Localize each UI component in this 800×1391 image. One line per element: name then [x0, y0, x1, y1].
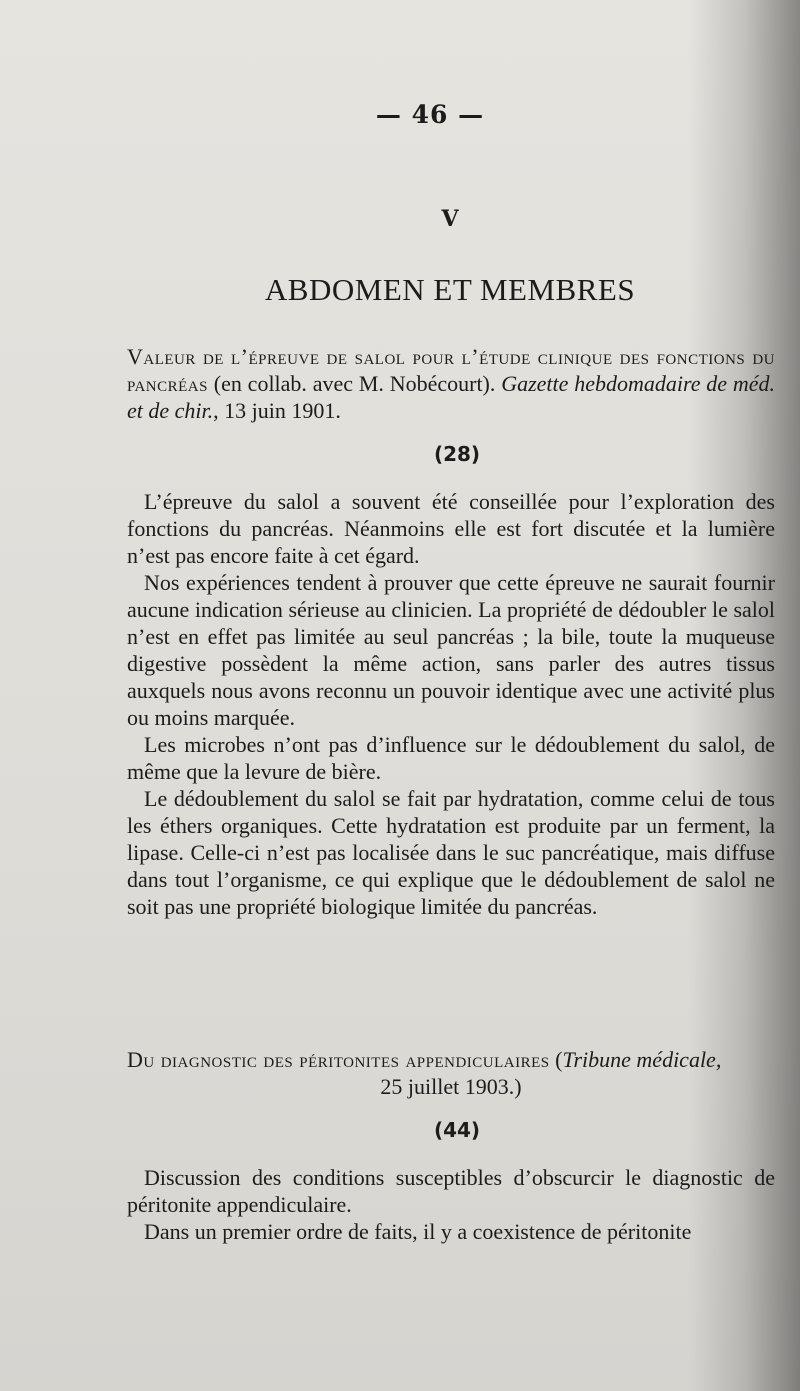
entry-2-date: 25 juillet 1903.)	[380, 1074, 522, 1099]
entry-1-journal: Gazette hebdomadaire de méd. et de chir.	[127, 371, 775, 423]
entry-1-ref: (28)	[433, 442, 481, 466]
entry-2-ref: (44)	[433, 1118, 481, 1142]
entry-2-journal: Tribune médicale,	[562, 1047, 722, 1072]
section-title: ABDOMEN ET MEMBRES	[264, 272, 636, 307]
entry-2-title	[127, 1046, 775, 1073]
entry-2-title-text: Du diagnostic des péritonites appendiculaires	[127, 1047, 550, 1072]
page-number: — 46 —	[375, 100, 485, 129]
entry-1-paragraph: Les microbes n’ont pas d’influence sur le dédoublement du salol, de même que la levure de bière.	[127, 732, 775, 784]
entry-1-title-text: Valeur de l’épreuve de salol pour l’étude clinique des fonctions du pancréas	[127, 344, 775, 396]
entry-2-paragraph: Discussion des conditions susceptibles d’obscurcir le diagnostic de péritonite appendiculaire.	[127, 1165, 775, 1217]
entry-1-date: , 13 juin 1901.	[213, 398, 341, 423]
section-numeral: V	[441, 206, 459, 232]
entry-1-paragraph: Le dédoublement du salol se fait par hydratation, comme celui de tous les éthers organiques. Cette hydratation est produite par un ferment, la lipase. Celle-ci n’est pas localisée dans le suc pancréatique, mais diffuse dans tout l’organisme, ce qui explique que le dédoublement de salol ne soit pas une propriété biologique limitée du pancréas.	[127, 786, 775, 919]
entry-1	[127, 343, 775, 920]
entry-2-open: (	[549, 1047, 563, 1072]
entry-1-title	[127, 343, 775, 424]
entry-2	[127, 1046, 775, 1245]
entry-1-paragraph: Nos expériences tendent à prouver que cette épreuve ne saurait fournir aucune indication sérieuse au clinicien. La propriété de dédoubler le salol n’est en effet pas limitée au seul pancréas ; la bile, toute la muqueuse digestive possèdent la même action, sans parler des autres tissus auxquels nous avons reconnu un pouvoir identique avec une activité plus ou moins marquée.	[127, 570, 775, 730]
entry-1-paragraph: L’épreuve du salol a souvent été conseillée pour l’exploration des fonctions du pancréas. Néanmoins elle est fort discutée et la lumière n’est pas encore faite à cet égard.	[127, 489, 775, 568]
entry-1-collab: (en collab. avec M. Nobécourt).	[207, 371, 502, 396]
entry-2-body	[127, 1164, 775, 1245]
entry-2-paragraph: Dans un premier ordre de faits, il y a coexistence de péritonite	[144, 1219, 692, 1244]
entry-1-body	[127, 488, 775, 920]
